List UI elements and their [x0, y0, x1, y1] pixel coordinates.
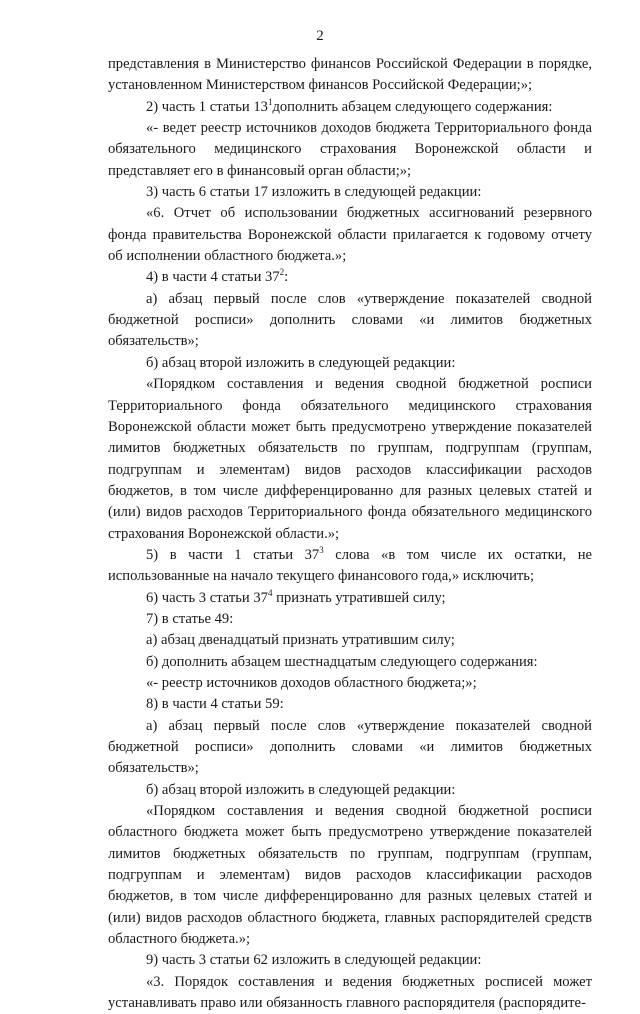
paragraph: «Порядком составления и ведения сводной бюджетной росписи областного бюджета может быть предусмотрено утверждение показателей лимитов бюджетных обязательств по группам, подгруппам (группам, подгруппам и элементам) видов расходов классификации расходов бюджетов, в том числе дифференцированно для разных целевых статей и (или) видов расходов областного бюджета, главных распорядителей средств областного бюджета.»; [108, 803, 592, 948]
paragraph: «- ведет реестр источников доходов бюджета Территориального фонда обязательного медицинского страхования Воронежской области и представляет его в финансовый орган области;»; [108, 120, 592, 179]
superscript-index: 2 [279, 267, 285, 278]
superscript-index: 1 [267, 96, 273, 107]
paragraph: б) дополнить абзацем шестнадцатым следующего содержания: [146, 653, 538, 670]
paragraph: представления в Министерство финансов Российской Федерации в порядке, установленном Министерством финансов Российской Федерации;»; [108, 56, 592, 94]
paragraph: «Порядком составления и ведения сводной бюджетной росписи Территориального фонда обязательного медицинского страхования Воронежской области может быть предусмотрено утверждение показателей лимитов бюджетных обязательств по группам, подгруппам (группам, подгруппам и элементам) видов расходов классификации расходов бюджетов, в том числе дифференцированно для разных целевых статей и (или) видов расходов Территориального фонда обязательного медицинского страхования Воронежской области.»; [108, 376, 592, 542]
paragraph-text: 2) часть 1 статьи 13 [146, 98, 268, 115]
paragraph [108, 588, 592, 609]
page-number: 2 [316, 28, 324, 44]
paragraph-text: дополнить абзацем следующего содержания: [272, 98, 553, 115]
paragraph-text: : [284, 269, 289, 286]
document-body [108, 54, 592, 1014]
paragraph: 9) часть 3 статьи 62 изложить в следующей редакции: [146, 952, 482, 969]
paragraph [108, 267, 592, 288]
paragraph: а) абзац двенадцатый признать утратившим силу; [146, 632, 455, 649]
paragraph: 8) в части 4 статьи 59: [146, 696, 284, 713]
paragraph: 7) в статье 49: [146, 610, 234, 627]
superscript-index: 4 [267, 587, 273, 598]
paragraph-text: слова «в том числе их остатки, не использованные на начало текущего финансового года,» исключить; [108, 546, 592, 585]
paragraph: а) абзац первый после слов «утверждение показателей сводной бюджетной росписи» дополнить словами «и лимитов бюджетных обязательств»; [108, 290, 592, 350]
paragraph: «3. Порядок составления и ведения бюджетных росписей может устанавливать право или обязанность главного распорядителя (распорядите- [108, 973, 592, 1012]
paragraph: «- реестр источников доходов областного бюджета;»; [146, 674, 477, 691]
paragraph-text: 4) в части 4 статьи 37 [146, 269, 280, 286]
superscript-index: 3 [319, 545, 324, 556]
paragraph: «6. Отчет об использовании бюджетных ассигнований резервного фонда правительства Воронежской области прилагается к годовому отчету об исполнении областного бюджета.»; [108, 205, 592, 265]
paragraph: а) абзац первый после слов «утверждение показателей сводной бюджетной росписи» дополнить словами «и лимитов бюджетных обязательств»; [108, 717, 592, 777]
paragraph-text: признать утратившей силу; [272, 589, 446, 606]
paragraph-text: 5) в части 1 статьи 37 [146, 546, 320, 563]
paragraph [108, 545, 592, 588]
paragraph [108, 97, 592, 118]
paragraph: б) абзац второй изложить в следующей редакции: [146, 354, 456, 371]
paragraph: 3) часть 6 статьи 17 изложить в следующей редакции: [146, 184, 482, 201]
paragraph-text: 6) часть 3 статьи 37 [146, 589, 268, 606]
paragraph: б) абзац второй изложить в следующей редакции: [146, 781, 456, 798]
